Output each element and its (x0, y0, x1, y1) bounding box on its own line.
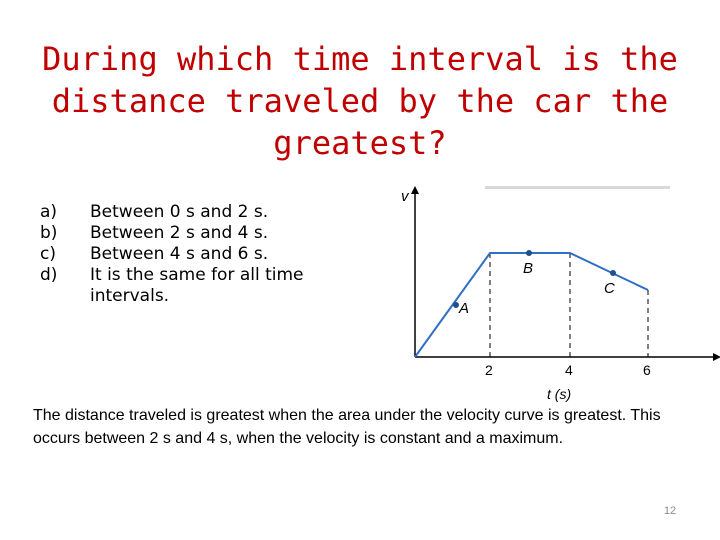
page-number: 12 (663, 505, 677, 517)
graph-svg (395, 180, 720, 405)
option-letter: b) (40, 223, 58, 243)
option-d (40, 265, 340, 307)
y-axis-label: v (401, 188, 409, 205)
x-tick-2: 2 (485, 362, 493, 378)
x-tick-6: 6 (643, 362, 651, 378)
answer-options (40, 202, 340, 307)
x-tick-4: 4 (565, 362, 573, 378)
slide-title: During which time interval is the distance traveled by the car the greatest? (42, 40, 678, 162)
x-axis-label: t (s) (547, 386, 572, 402)
option-c (40, 244, 340, 265)
velocity-time-graph (395, 180, 720, 405)
option-letter: a) (40, 202, 58, 222)
option-a (40, 202, 340, 223)
point-c-label: C (604, 280, 615, 297)
option-letter: c) (40, 244, 56, 264)
point-c-marker (610, 270, 616, 276)
option-b (40, 223, 340, 244)
option-letter: d) (40, 265, 58, 285)
option-text: It is the same for all time intervals. (90, 265, 304, 306)
option-text: Between 4 s and 6 s. (90, 244, 269, 264)
option-text: Between 2 s and 4 s. (90, 223, 269, 243)
point-b-marker (526, 250, 532, 256)
option-text: Between 0 s and 2 s. (90, 202, 269, 222)
point-a-label: A (459, 300, 470, 317)
copyright-line (485, 186, 670, 189)
explanation-text: The distance traveled is greatest when the area under the velocity curve is greatest. This occurs between 2 s and 4 s, when the velocity is constant and a maximum. (33, 407, 661, 447)
point-b-label: B (523, 260, 534, 277)
